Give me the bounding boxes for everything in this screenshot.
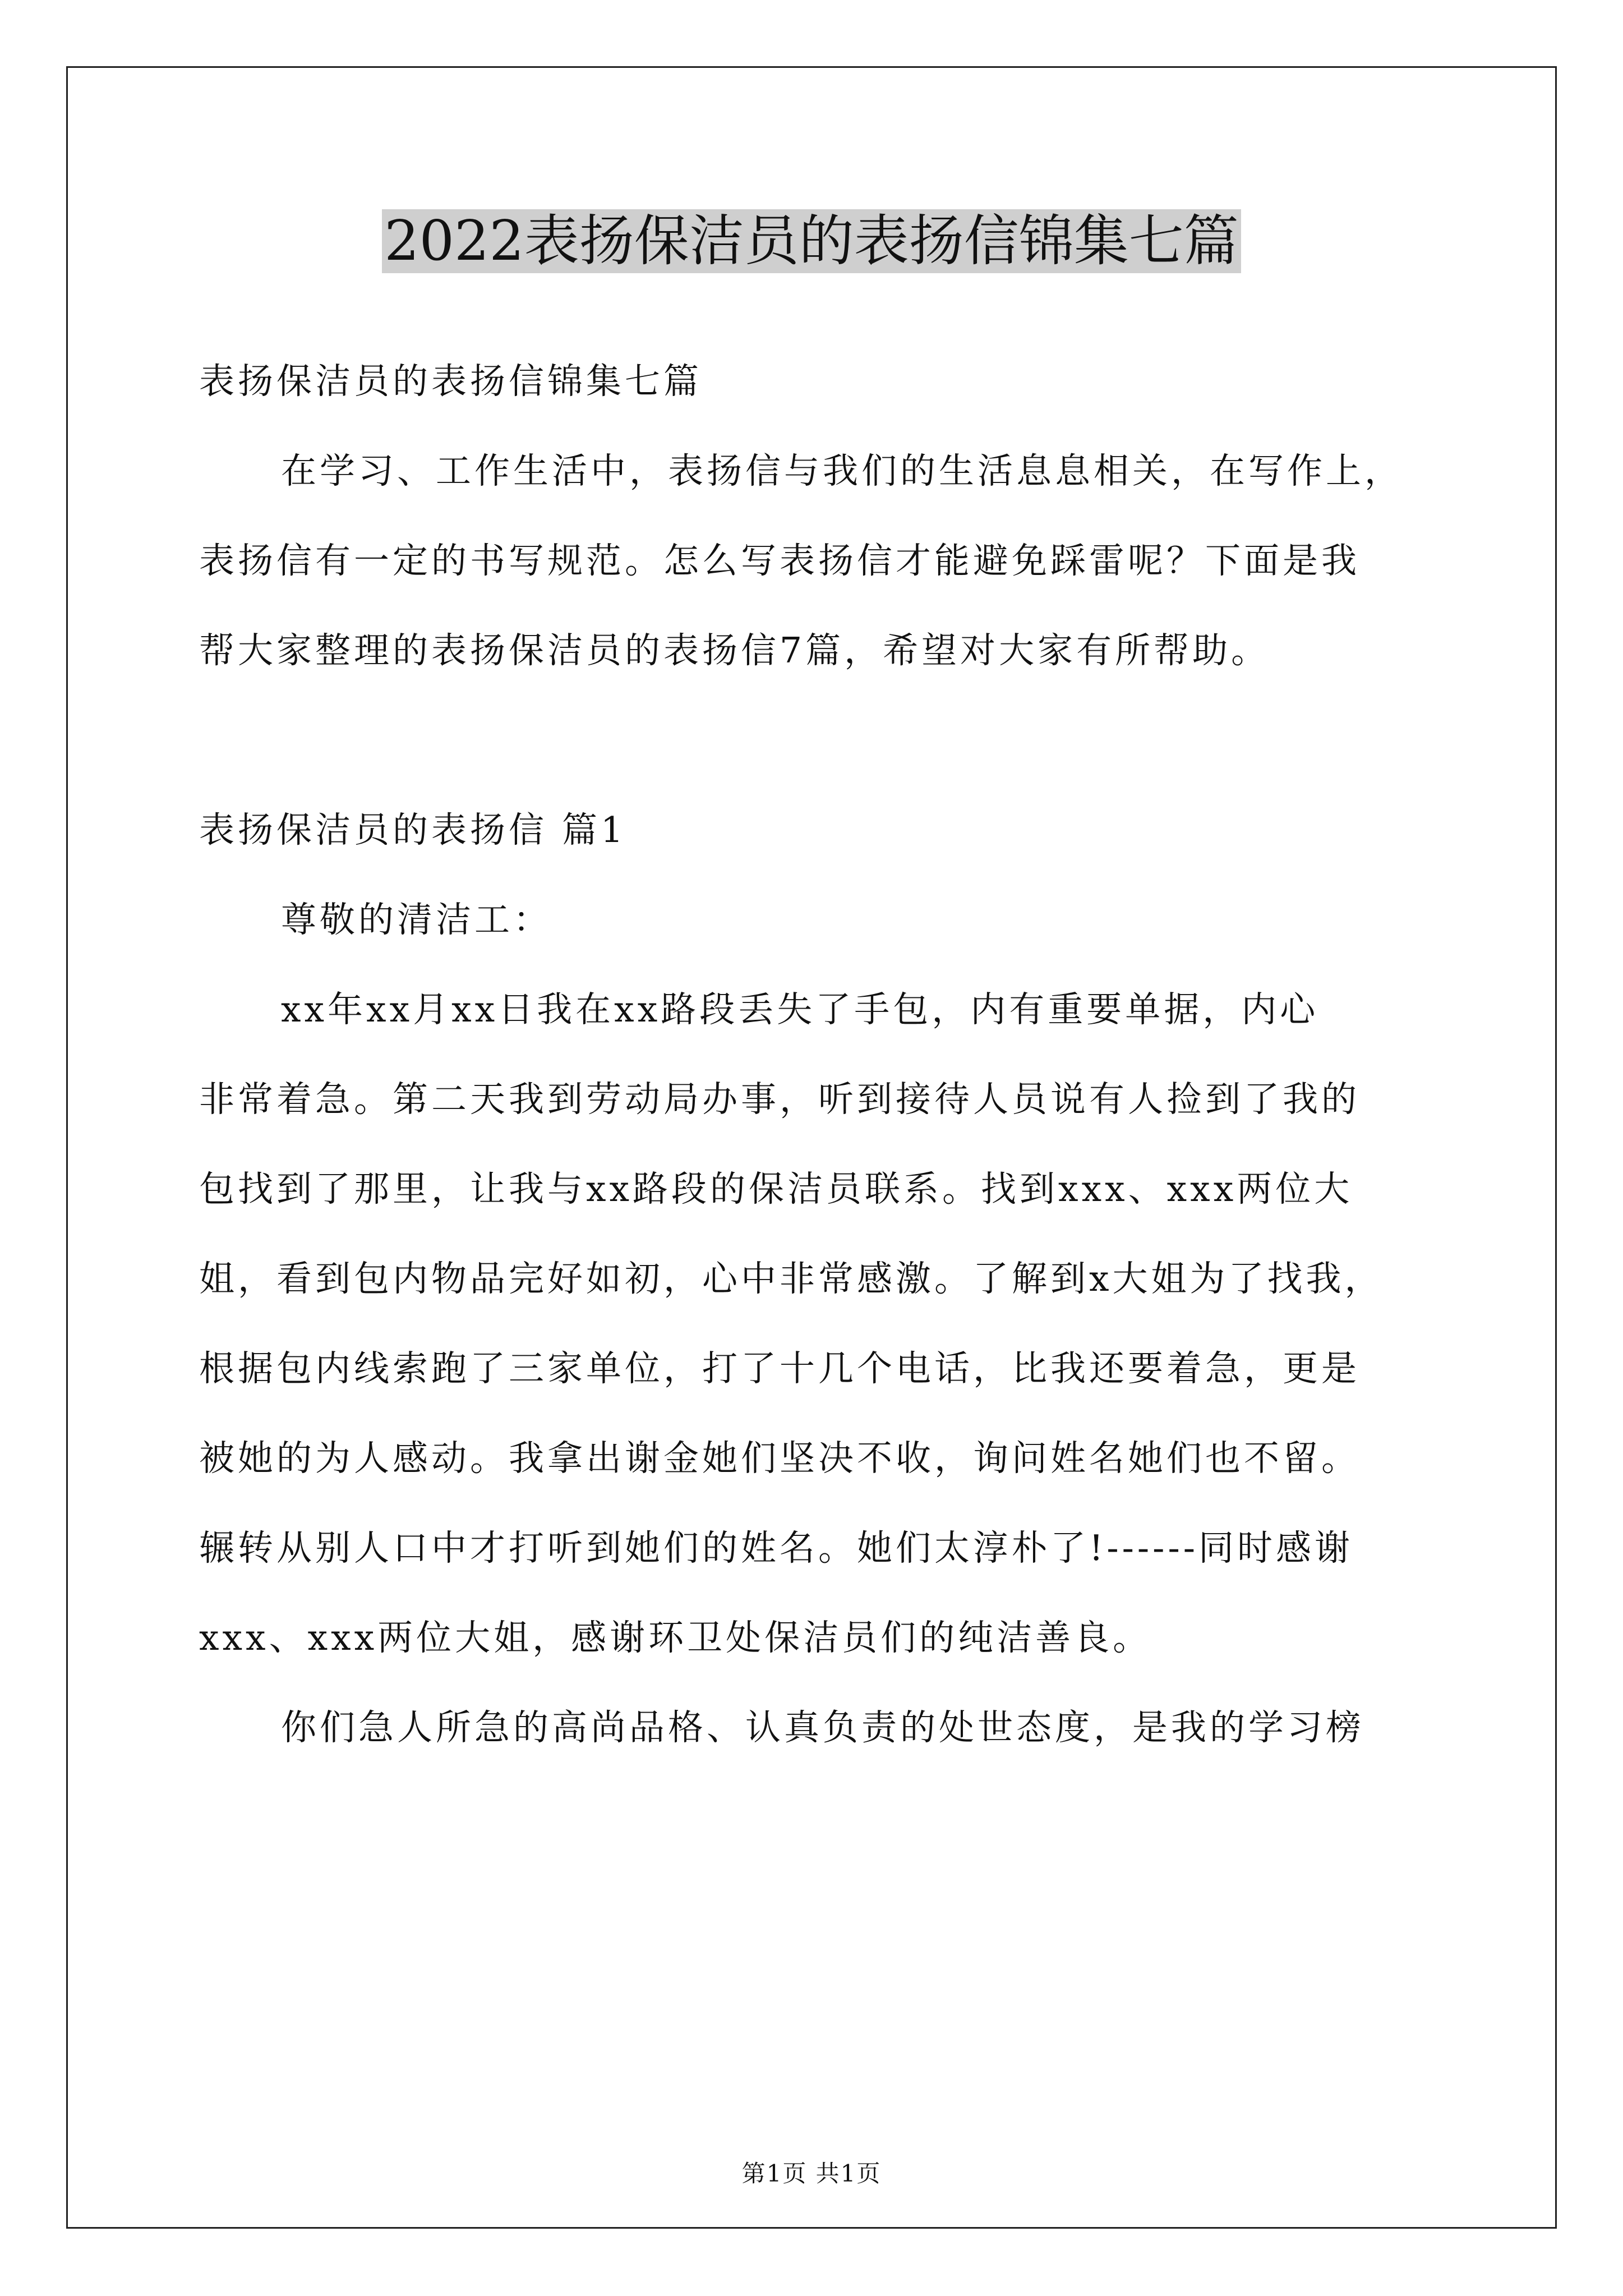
document-title xyxy=(0,202,1623,280)
body-line-1: xx年xx月xx日我在xx路段丢失了手包，内有重要单据，内心 xyxy=(281,989,1319,1030)
paragraph-gap xyxy=(199,696,1461,785)
title-text: 2022表扬保洁员的表扬信锦集七篇 xyxy=(382,209,1241,273)
section-heading: 表扬保洁员的表扬信 篇1 xyxy=(199,809,627,850)
body-line-4: 姐，看到包内物品完好如初，心中非常感激。了解到x大姐为了找我， xyxy=(199,1258,1384,1299)
intro-line-3: 帮大家整理的表扬保洁员的表扬信7篇，希望对大家有所帮助。 xyxy=(199,630,1270,671)
body-line-7: 辗转从别人口中才打听到她们的姓名。她们太淳朴了!------同时感谢 xyxy=(199,1527,1354,1568)
subtitle-line: 表扬保洁员的表扬信锦集七篇 xyxy=(199,361,702,402)
body-line-2: 非常着急。第二天我到劳动局办事，听到接待人员说有人捡到了我的 xyxy=(199,1079,1360,1120)
body-line-5: 根据包内线索跑了三家单位，打了十几个电话，比我还要着急，更是 xyxy=(199,1348,1360,1389)
body-line-9: 你们急人所急的高尚品格、认真负责的处世态度，是我的学习榜 xyxy=(281,1707,1364,1748)
page-footer: 第1页 共1页 xyxy=(741,2160,882,2187)
intro-line-1: 在学习、工作生活中，表扬信与我们的生活息息相关，在写作上， xyxy=(281,450,1403,491)
document-body xyxy=(199,337,1461,1773)
intro-line-2: 表扬信有一定的书写规范。怎么写表扬信才能避免踩雷呢？下面是我 xyxy=(199,540,1360,581)
body-line-6: 被她的为人感动。我拿出谢金她们坚决不收，询问姓名她们也不留。 xyxy=(199,1438,1360,1479)
salutation: 尊敬的清洁工： xyxy=(281,899,552,940)
body-line-8: xxx、xxx两位大姐，感谢环卫处保洁员们的纯洁善良。 xyxy=(199,1617,1152,1658)
body-line-3: 包找到了那里，让我与xx路段的保洁员联系。找到xxx、xxx两位大 xyxy=(199,1168,1353,1209)
